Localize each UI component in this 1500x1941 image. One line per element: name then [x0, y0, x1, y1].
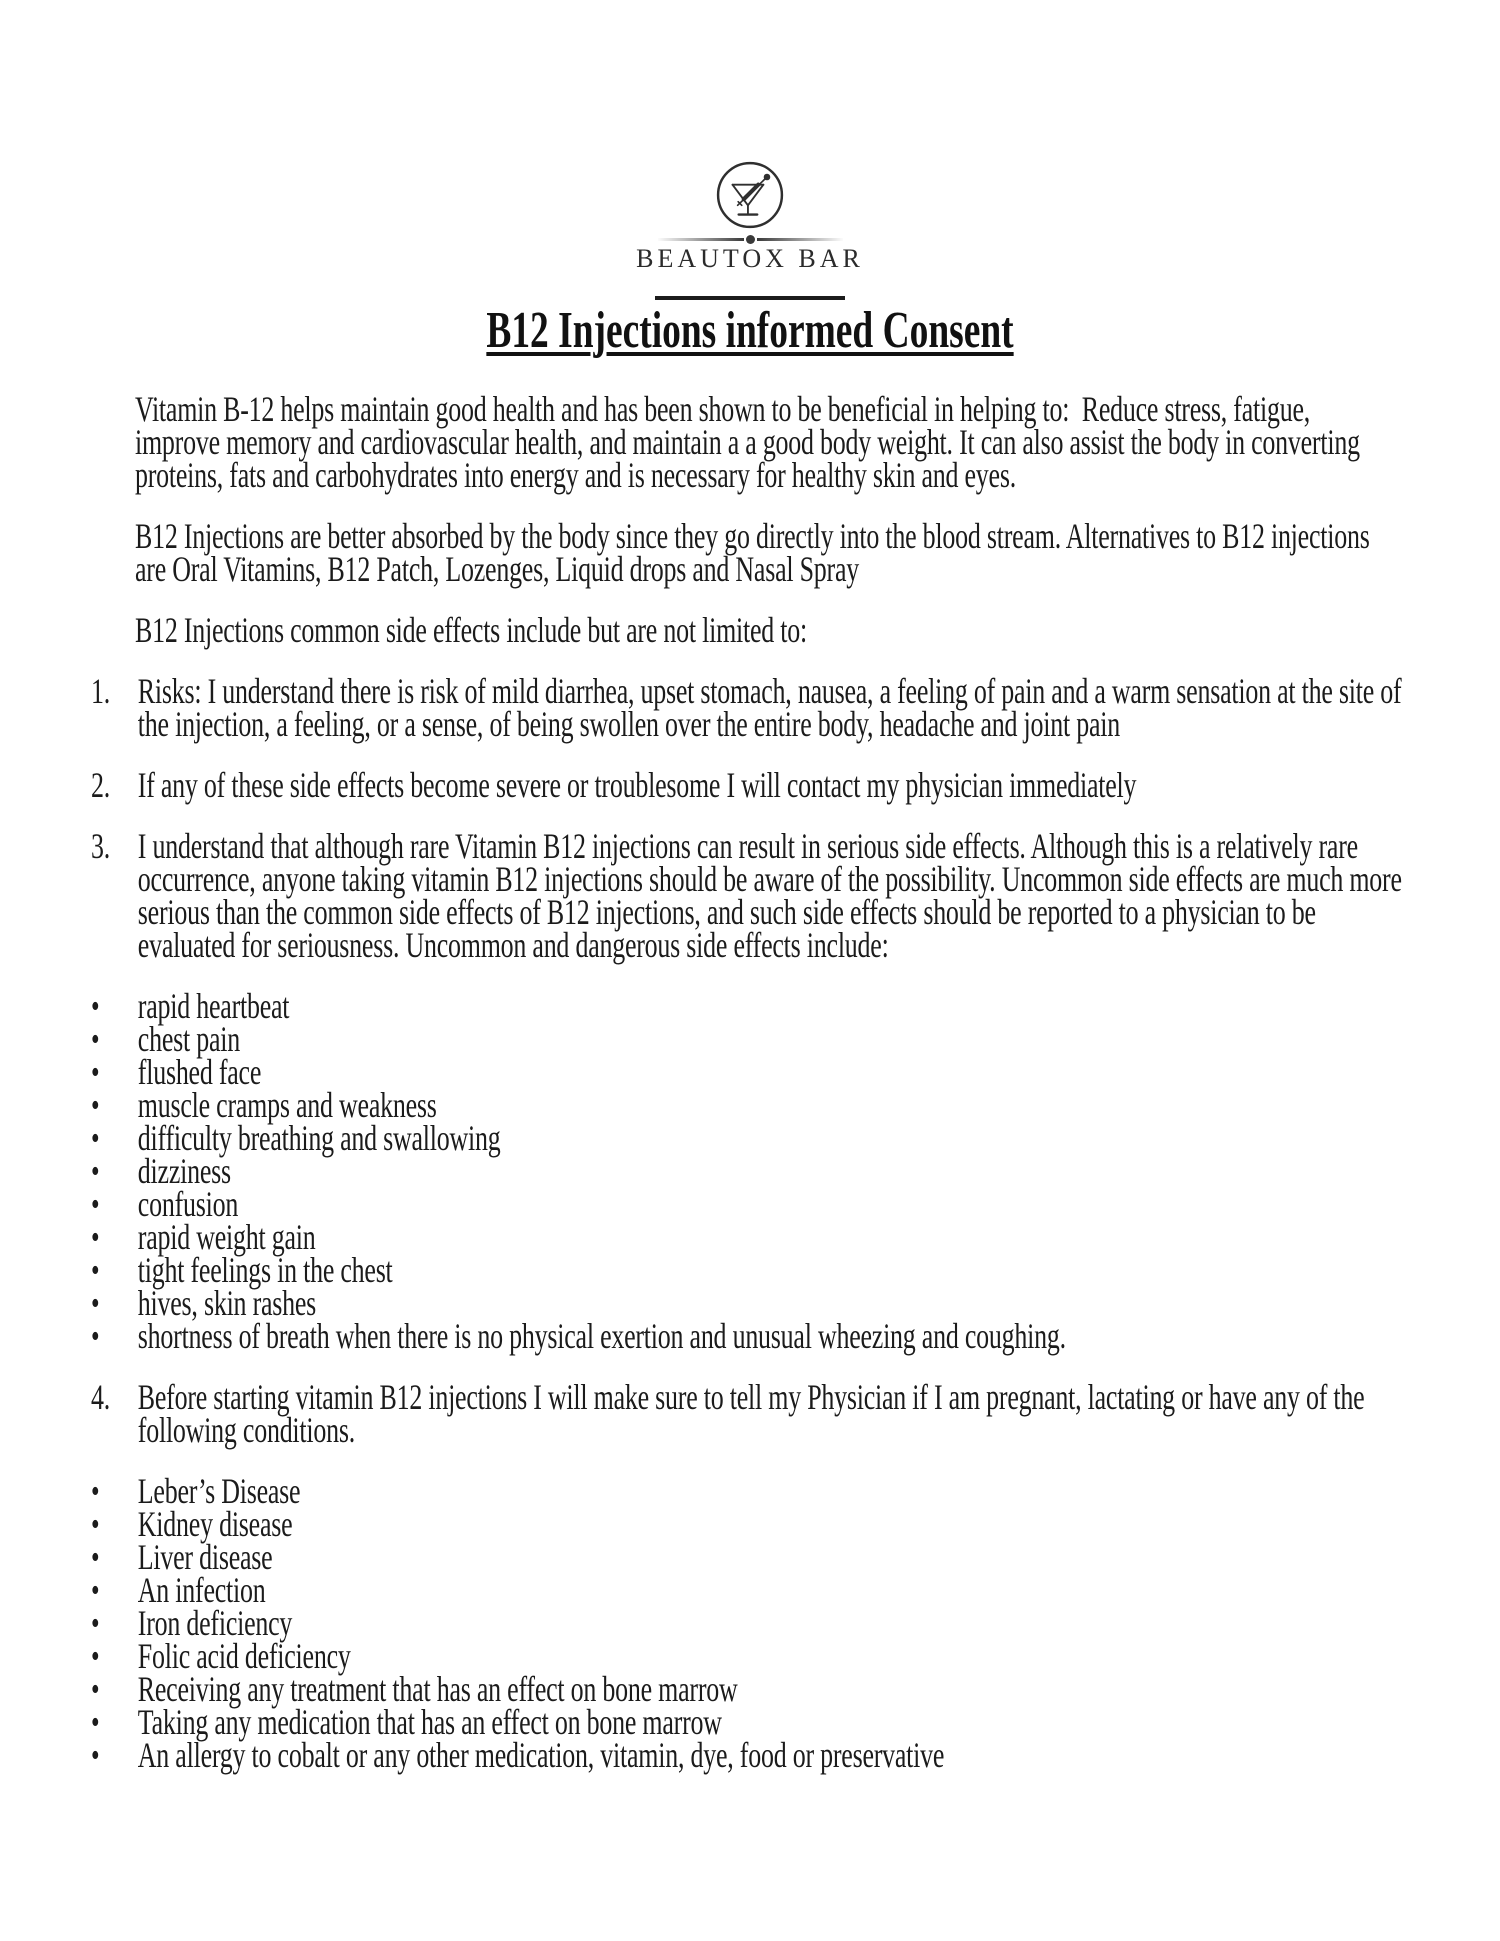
- list-item-text: difficulty breathing and swallowing: [137, 1117, 501, 1158]
- list-item: [91, 1150, 1403, 1191]
- intro-paragraph: Vitamin B-12 helps maintain good health and has been shown to be beneficial in helping to: Reduce stress, fatigue, improve memory and cardiovascular health, and maintain a a good body weight. It can also assist the body in converting proteins, fats and carbohydrates into energy and is necessary for healthy skin and eyes.: [135, 388, 1367, 495]
- bullet-icon: •: [91, 1472, 100, 1510]
- numbered-item-marker: 4.: [91, 1376, 111, 1417]
- numbered-item-marker: 3.: [91, 825, 111, 866]
- bullet-icon: •: [91, 1185, 100, 1223]
- bullet-icon: •: [91, 1505, 100, 1543]
- list-item-text: muscle cramps and weakness: [137, 1084, 437, 1125]
- conditions-list: [0, 1470, 1500, 1775]
- list-item-text: Iron deficiency: [137, 1602, 293, 1643]
- document-body: [0, 388, 1500, 1775]
- numbered-item: [91, 670, 1408, 744]
- list-item-text: An allergy to cobalt or any other medication, vitamin, dye, food or preservative: [137, 1734, 945, 1775]
- numbered-item-text: Risks: I understand there is risk of mild diarrhea, upset stomach, nausea, a feeling of pain and a warm sensation at the site of the injection, a feeling, or a sense, of being swollen over the entire body, headache and joint pain: [137, 670, 1408, 744]
- list-item-text: Liver disease: [137, 1536, 273, 1577]
- list-item: [91, 1734, 1403, 1775]
- numbered-item-text: If any of these side effects become severe or troublesome I will contact my physician immediately: [137, 764, 1137, 805]
- bullet-icon: •: [91, 1703, 100, 1741]
- bullet-icon: •: [91, 1736, 100, 1774]
- list-item-text: Taking any medication that has an effect on bone marrow: [137, 1701, 722, 1742]
- bullet-icon: •: [91, 1604, 100, 1642]
- brand-name: BEAUTOX BAR: [636, 244, 864, 273]
- numbered-item-text: I understand that although rare Vitamin B12 injections can result in serious side effects. Although this is a relatively rare occurrence, anyone taking vitamin B12 injections should be aware of the possibility. Uncommon side effects are much more serious than the common side effects of B12 injections, and such side effects should be reported to a physician to be evaluated for seriousness. Uncommon and dangerous side effects include:: [137, 825, 1409, 965]
- numbered-item: [91, 1376, 1403, 1450]
- bullet-icon: •: [91, 1284, 100, 1322]
- bullet-icon: •: [91, 1538, 100, 1576]
- list-item: [91, 1536, 1403, 1577]
- header-rule: [655, 296, 845, 300]
- brand-divider-ornament: [0, 235, 1500, 244]
- uncommon-side-effects-list: [0, 985, 1500, 1356]
- page-title: B12 Injections informed Consent: [486, 302, 1014, 359]
- ornament-dot-icon: [746, 235, 755, 244]
- list-item-text: Kidney disease: [137, 1503, 293, 1544]
- brand-header: [0, 0, 1500, 300]
- list-item-text: Folic acid deficiency: [137, 1635, 351, 1676]
- bullet-icon: •: [91, 1053, 100, 1091]
- ornament-line-left: [658, 238, 744, 241]
- martini-glass-syringe-icon: [715, 160, 785, 230]
- bullet-icon: •: [91, 1637, 100, 1675]
- list-item: [91, 985, 1403, 1026]
- list-item-text: tight feelings in the chest: [137, 1249, 393, 1290]
- bullet-icon: •: [91, 1119, 100, 1157]
- list-item: [91, 1117, 1403, 1158]
- numbered-item-text: Before starting vitamin B12 injections I will make sure to tell my Physician if I am pregnant, lactating or have any of the following conditions.: [137, 1376, 1371, 1450]
- bullet-icon: •: [91, 1251, 100, 1289]
- list-item: [91, 1503, 1403, 1544]
- list-item: [91, 1018, 1403, 1059]
- list-item: [91, 1315, 1403, 1356]
- list-item-text: confusion: [137, 1183, 239, 1224]
- list-item-text: rapid weight gain: [137, 1216, 316, 1257]
- list-item-text: hives, skin rashes: [137, 1282, 317, 1323]
- list-item-text: An infection: [137, 1569, 266, 1610]
- numbered-item-marker: 1.: [91, 670, 111, 711]
- list-item-text: Leber’s Disease: [137, 1470, 301, 1511]
- list-item-text: dizziness: [137, 1150, 231, 1191]
- list-item-text: shortness of breath when there is no physical exertion and unusual wheezing and coughing.: [137, 1315, 1066, 1356]
- bullet-icon: •: [91, 1670, 100, 1708]
- numbered-item: [91, 825, 1409, 965]
- bullet-icon: •: [91, 1020, 100, 1058]
- intro-paragraph: B12 Injections are better absorbed by the body since they go directly into the blood stream. Alternatives to B12 injections are Oral Vitamins, B12 Patch, Lozenges, Liquid drops and Nasal Spray: [135, 515, 1376, 589]
- intro-paragraph: B12 Injections common side effects include but are not limited to:: [135, 609, 807, 650]
- bullet-icon: •: [91, 1571, 100, 1609]
- ornament-line-right: [757, 238, 843, 241]
- bullet-icon: •: [91, 1086, 100, 1124]
- numbered-item: [91, 764, 1403, 805]
- bullet-icon: •: [91, 1317, 100, 1355]
- bullet-icon: •: [91, 1218, 100, 1256]
- bullet-icon: •: [91, 987, 100, 1025]
- list-item-text: Receiving any treatment that has an effect on bone marrow: [137, 1668, 738, 1709]
- list-item-text: flushed face: [137, 1051, 262, 1092]
- numbered-item-marker: 2.: [91, 764, 111, 805]
- list-item-text: chest pain: [137, 1018, 241, 1059]
- list-item-text: rapid heartbeat: [137, 985, 290, 1026]
- bullet-icon: •: [91, 1152, 100, 1190]
